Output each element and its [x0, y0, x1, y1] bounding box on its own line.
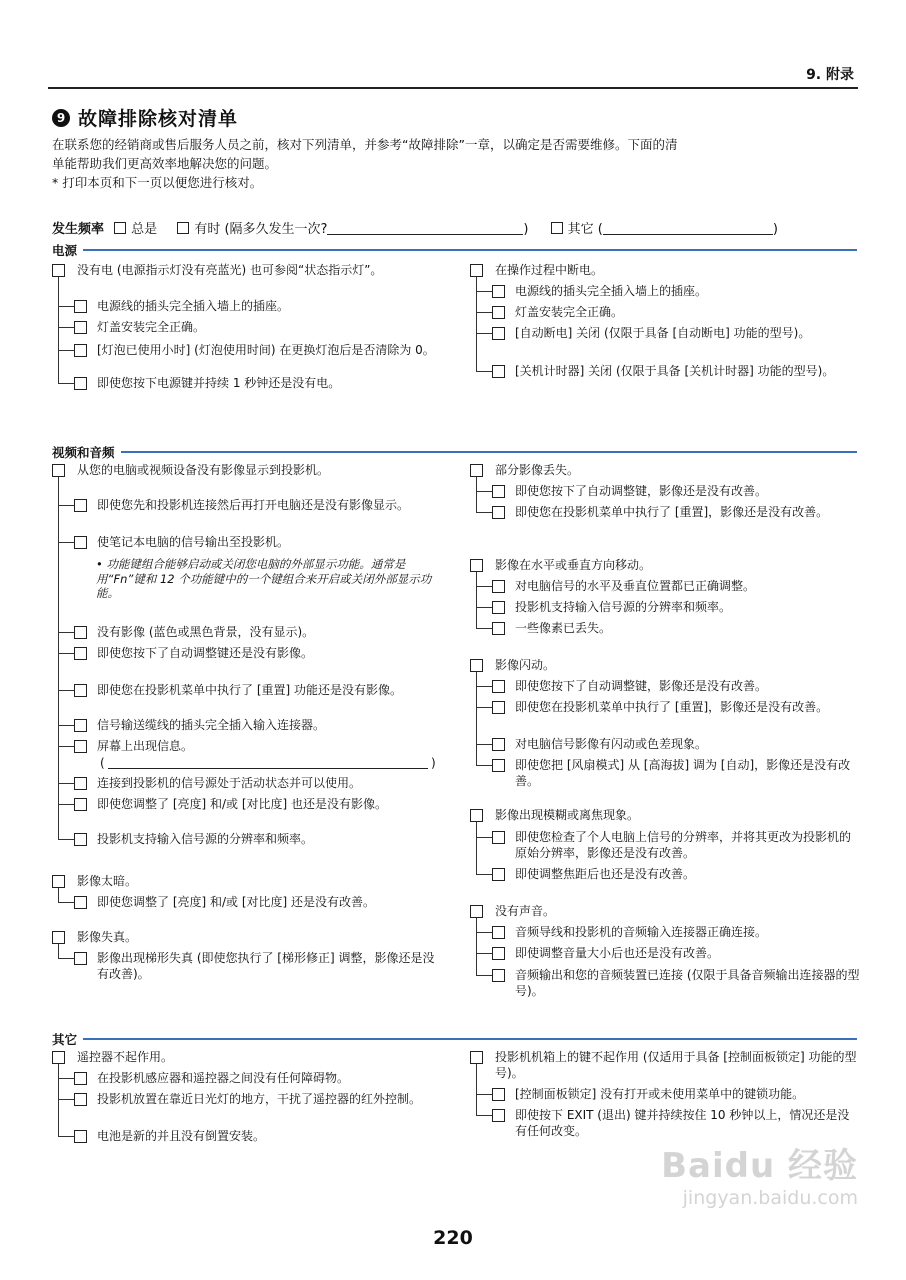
checklist-sub-item[interactable]: 即使您在投影机菜单中执行了 [重置]，影像还是没有改善。: [492, 505, 860, 521]
always-checkbox[interactable]: [114, 222, 126, 234]
checkbox[interactable]: [492, 1088, 505, 1101]
checkbox[interactable]: [470, 264, 483, 277]
checklist-sub-item[interactable]: 音频导线和投影机的音频输入连接器正确连接。: [492, 925, 860, 941]
checkbox[interactable]: [74, 344, 87, 357]
checklist-sub-item[interactable]: 没有影像 (蓝色或黑色背景，没有显示)。: [74, 625, 442, 641]
section-header-power: [52, 241, 857, 259]
intro-text: [52, 135, 862, 192]
checkbox[interactable]: [492, 365, 505, 378]
checkbox[interactable]: [74, 626, 87, 639]
message-fill-line[interactable]: [108, 768, 428, 769]
checklist-sub-item[interactable]: [控制面板锁定] 没有打开或未使用菜单中的键锁功能。: [492, 1087, 860, 1103]
checkbox[interactable]: [492, 701, 505, 714]
checkbox[interactable]: [74, 536, 87, 549]
section-rule: [83, 249, 857, 251]
checkbox[interactable]: [492, 947, 505, 960]
checklist-sub-item[interactable]: 投影机支持输入信号源的分辨率和频率。: [492, 600, 860, 616]
intro-line: 单能帮助我们更高效率地解决您的问题。: [52, 156, 278, 171]
interval-fill-line[interactable]: [327, 234, 523, 235]
checklist-main-item[interactable]: 从您的电脑或视频设备没有影像显示到投影机。: [52, 463, 442, 479]
checklist-sub-item[interactable]: 即使您按下电源键并持续 1 秒钟还是没有电。: [74, 376, 442, 392]
checklist-sub-item[interactable]: 即使您按下了自动调整键还是没有影像。: [74, 646, 442, 662]
checkbox[interactable]: [74, 1130, 87, 1143]
header-divider: [48, 87, 858, 89]
checklist-sub-item[interactable]: 即使您在投影机菜单中执行了 [重置] 功能还是没有影像。: [74, 683, 442, 699]
checkbox[interactable]: [492, 738, 505, 751]
checklist-main-item[interactable]: 部分影像丢失。: [470, 463, 860, 479]
frequency-close-paren: ): [523, 222, 529, 237]
checklist-sub-item[interactable]: 在投影机感应器和遥控器之间没有任何障碍物。: [74, 1071, 442, 1087]
checkbox[interactable]: [492, 969, 505, 982]
page-number: 220: [433, 1227, 473, 1249]
checkbox[interactable]: [52, 1051, 65, 1064]
checkbox[interactable]: [492, 926, 505, 939]
checklist-sub-item[interactable]: 电源线的插头完全插入墙上的插座。: [492, 284, 860, 300]
checkbox[interactable]: [52, 931, 65, 944]
checklist-sub-item[interactable]: 连接到投影机的信号源处于活动状态并可以使用。: [74, 776, 442, 792]
checklist-sub-item[interactable]: 对电脑信号影像有闪动或色差现象。: [492, 737, 860, 753]
other-label: 其它 (: [567, 222, 603, 237]
checklist-sub-item[interactable]: 电源线的插头完全插入墙上的插座。: [74, 299, 442, 315]
checklist-sub-item[interactable]: 一些像素已丢失。: [492, 621, 860, 637]
chapter-label: 9. 附录: [806, 67, 854, 83]
section-header-video-audio: [52, 443, 857, 461]
checkbox[interactable]: [492, 580, 505, 593]
checkbox[interactable]: [492, 680, 505, 693]
other-fill-line[interactable]: [603, 234, 773, 235]
intro-line: 在联系您的经销商或售后服务人员之前，核对下列清单，并参考“故障排除”一章，以确定是否需要维修。下面的清: [52, 137, 678, 152]
section-rule: [83, 1038, 857, 1040]
section-title: 其它: [52, 1032, 78, 1047]
frequency-label: 发生频率: [52, 222, 105, 237]
checklist-main-item[interactable]: 投影机机箱上的键不起作用 (仅适用于具备 [控制面板锁定] 功能的型号)。: [470, 1050, 860, 1081]
message-close-paren: ): [431, 756, 436, 770]
checkbox[interactable]: [74, 896, 87, 909]
checkbox[interactable]: [492, 1109, 505, 1122]
other-close-paren: ): [772, 222, 778, 237]
checkbox[interactable]: [74, 1093, 87, 1106]
checklist-sub-item[interactable]: 屏幕上出现信息。: [74, 739, 442, 755]
checkbox[interactable]: [470, 1051, 483, 1064]
checkbox[interactable]: [492, 759, 505, 772]
checkbox[interactable]: [74, 499, 87, 512]
checklist-sub-item[interactable]: [灯泡已使用小时] (灯泡使用时间) 在更换灯泡后是否清除为 0。: [74, 343, 442, 359]
checkbox[interactable]: [74, 833, 87, 846]
section-rule: [121, 451, 857, 453]
checklist-main-item[interactable]: 没有声音。: [470, 904, 860, 920]
intro-note: * 打印本页和下一页以便您进行核对。: [52, 175, 263, 190]
checkbox[interactable]: [74, 300, 87, 313]
checkbox[interactable]: [492, 831, 505, 844]
title-row: [52, 104, 238, 131]
checklist-sub-item[interactable]: 电池是新的并且没有倒置安装。: [74, 1129, 442, 1145]
checkbox[interactable]: [74, 1072, 87, 1085]
watermark-logo: Baidu 经验: [661, 1146, 858, 1186]
checkbox[interactable]: [52, 264, 65, 277]
checklist-main-item[interactable]: 没有电 (电源指示灯没有亮蓝光) 也可参阅“状态指示灯”。: [52, 263, 442, 279]
checkbox[interactable]: [74, 777, 87, 790]
checkbox[interactable]: [492, 306, 505, 319]
checklist-sub-item[interactable]: 即使调整焦距后也还是没有改善。: [492, 867, 860, 883]
section-title: 电源: [52, 243, 78, 258]
checklist-sub-item[interactable]: 音频输出和您的音频装置已连接 (仅限于具备音频输出连接器的型号)。: [492, 968, 860, 999]
other-checkbox[interactable]: [551, 222, 563, 234]
checkbox[interactable]: [74, 321, 87, 334]
checklist-main-item[interactable]: 遥控器不起作用。: [52, 1050, 442, 1066]
checklist-sub-item[interactable]: 对电脑信号的水平及垂直位置都已正确调整。: [492, 579, 860, 595]
always-label: 总是: [131, 222, 158, 237]
checklist-sub-item[interactable]: [关机计时器] 关闭 (仅限于具备 [关机计时器] 功能的型号)。: [492, 364, 860, 380]
checkbox[interactable]: [492, 868, 505, 881]
checklist-sub-item[interactable]: [自动断电] 关闭 (仅限于具备 [自动断电] 功能的型号)。: [492, 326, 860, 342]
checkbox[interactable]: [492, 485, 505, 498]
checkbox[interactable]: [492, 327, 505, 340]
checklist-sub-item[interactable]: 即使您调整了 [亮度] 和/或 [对比度] 也还是没有影像。: [74, 797, 442, 813]
checkbox[interactable]: [470, 559, 483, 572]
checklist-sub-item[interactable]: 即使您在投影机菜单中执行了 [重置]，影像还是没有改善。: [492, 700, 860, 716]
section-title: 视频和音频: [52, 445, 115, 460]
checklist-sub-item[interactable]: 信号输送缆线的插头完全插入输入连接器。: [74, 718, 442, 734]
checklist-sub-item[interactable]: 即使您先和投影机连接然后再打开电脑还是没有影像显示。: [74, 498, 442, 514]
watermark: [661, 1138, 858, 1209]
checkbox[interactable]: [492, 622, 505, 635]
checklist-sub-item[interactable]: 即使您按下了自动调整键，影像还是没有改善。: [492, 679, 860, 695]
sometimes-label: 有时 (隔多久发生一次?: [194, 222, 328, 237]
checkbox[interactable]: [492, 285, 505, 298]
checklist-sub-item[interactable]: 即使您调整了 [亮度] 和/或 [对比度] 还是没有改善。: [74, 895, 442, 911]
checkbox[interactable]: [74, 377, 87, 390]
checklist-main-item[interactable]: 影像太暗。: [52, 874, 442, 890]
checkbox[interactable]: [74, 740, 87, 753]
checklist-sub-item[interactable]: 影像出现梯形失真 (即使您执行了 [梯形修正] 调整，影像还是没有改善)。: [74, 951, 442, 982]
checkbox[interactable]: [74, 684, 87, 697]
checkbox[interactable]: [74, 952, 87, 965]
checkbox[interactable]: [470, 464, 483, 477]
checklist-main-item[interactable]: 影像闪动。: [470, 658, 860, 674]
checklist-sub-item[interactable]: 灯盖安装完全正确。: [492, 305, 860, 321]
section-number-badge: 9: [52, 109, 70, 127]
checkbox[interactable]: [74, 719, 87, 732]
checklist-main-item[interactable]: 影像在水平或垂直方向移动。: [470, 558, 860, 574]
checklist-main-item[interactable]: 影像失真。: [52, 930, 442, 946]
checkbox[interactable]: [52, 464, 65, 477]
watermark-url: jingyan.baidu.com: [682, 1187, 858, 1209]
checklist-sub-item[interactable]: 投影机放置在靠近日光灯的地方，干扰了遥控器的红外控制。: [74, 1092, 442, 1108]
checklist-sub-item[interactable]: 即使您把 [风扇模式] 从 [高海拔] 调为 [自动]，影像还是没有改善。: [492, 758, 860, 789]
checklist-sub-item[interactable]: 即使调整音量大小后也还是没有改善。: [492, 946, 860, 962]
function-key-note: • 功能键组合能够启动或关闭您电脑的外部显示功能。通常是用“Fn”键和 12 个功能键中的一个键组合来开启或关闭外部显示功能。: [96, 557, 432, 600]
checkbox[interactable]: [492, 506, 505, 519]
page-title: 故障排除核对清单: [78, 108, 239, 130]
message-open-paren: (: [100, 756, 105, 770]
frequency-row: [52, 218, 778, 237]
section-header-others: [52, 1030, 857, 1048]
checkbox[interactable]: [470, 905, 483, 918]
checkbox[interactable]: [74, 647, 87, 660]
checklist-main-item[interactable]: 在操作过程中断电。: [470, 263, 860, 279]
checklist-sub-item[interactable]: 投影机支持输入信号源的分辨率和频率。: [74, 832, 442, 848]
checkbox[interactable]: [470, 809, 483, 822]
checklist-sub-item[interactable]: 即使您检查了个人电脑上信号的分辨率，并将其更改为投影机的原始分辨率，影像还是没有改善。: [492, 830, 860, 861]
checkbox[interactable]: [492, 601, 505, 614]
checkbox[interactable]: [74, 798, 87, 811]
checklist-main-item[interactable]: 影像出现模糊或离焦现象。: [470, 808, 860, 824]
sometimes-checkbox[interactable]: [177, 222, 189, 234]
checkbox[interactable]: [52, 875, 65, 888]
checklist-sub-item[interactable]: 即使按下 EXIT (退出) 键并持续按住 10 秒钟以上，情况还是没有任何改变。: [492, 1108, 860, 1139]
checkbox[interactable]: [470, 659, 483, 672]
checklist-sub-item[interactable]: 灯盖安装完全正确。: [74, 320, 442, 336]
checklist-sub-item[interactable]: 使笔记本电脑的信号输出至投影机。: [74, 535, 442, 551]
checklist-sub-item[interactable]: 即使您按下了自动调整键，影像还是没有改善。: [492, 484, 860, 500]
